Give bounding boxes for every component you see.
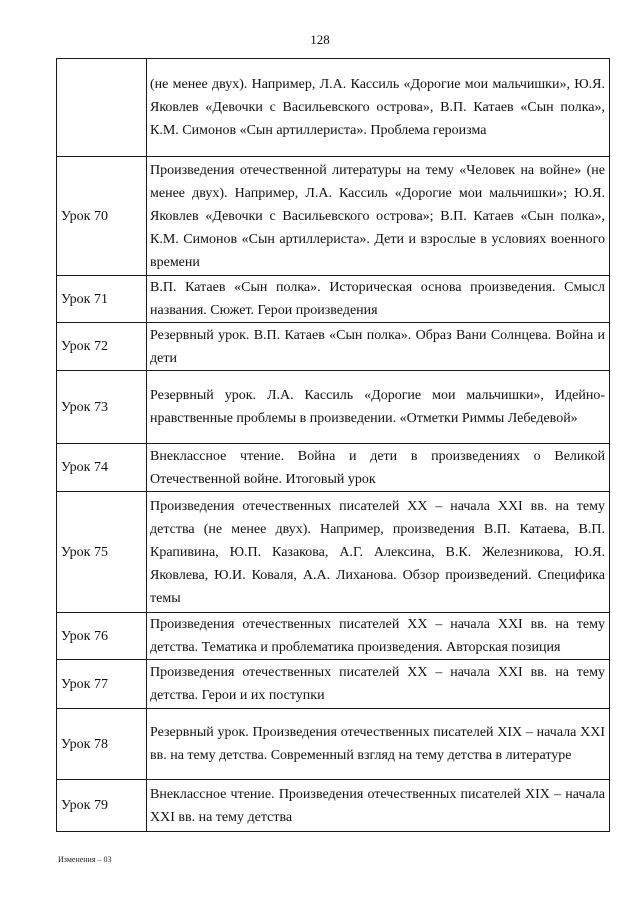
table-row	[57, 492, 610, 613]
lesson-description: Произведения отечественных писателей XX – начала XXI вв. на тему детства. Тематика и проблематика произведения. Авторская позиция	[147, 613, 610, 660]
table-row	[57, 276, 610, 323]
lesson-cell: Урок 75	[57, 492, 147, 613]
lesson-description: Произведения отечественной литературы на тему «Человек на войне» (не менее двух). Например, Л.А. Кассиль «Дорогие мои мальчишки»; Ю.Я. Яковлев «Девочки с Васильевского острова»; В.П. Катаев «Сын полка», К.М. Симонов «Сын артиллериста». Дети и взрослые в условиях военного времени	[147, 157, 610, 276]
lesson-cell: Урок 71	[57, 276, 147, 323]
lesson-cell	[57, 59, 147, 157]
lesson-description: Внеклассное чтение. Война и дети в произведениях о Великой Отечественной войне. Итоговый урок	[147, 444, 610, 492]
lesson-description: Внеклассное чтение. Произведения отечественных писателей XIX – начала XXI вв. на тему детства	[147, 780, 610, 832]
lesson-cell: Урок 78	[57, 709, 147, 780]
lesson-cell: Урок 79	[57, 780, 147, 832]
table-row	[57, 444, 610, 492]
table-row	[57, 323, 610, 371]
table-row	[57, 780, 610, 832]
lessons-table	[56, 58, 610, 832]
lesson-cell: Урок 72	[57, 323, 147, 371]
lesson-description: В.П. Катаев «Сын полка». Историческая основа произведения. Смысл названия. Сюжет. Герои произведения	[147, 276, 610, 323]
lesson-cell: Урок 70	[57, 157, 147, 276]
lesson-cell: Урок 73	[57, 371, 147, 444]
lesson-description: Произведения отечественных писателей XX – начала XXI вв. на тему детства (не менее двух). Например, произведения В.П. Катаева, В.П. Крапивина, Ю.П. Казакова, А.Г. Алексина, В.К. Железникова, Ю.Я. Яковлева, Ю.И. Коваля, А.А. Лиханова. Обзор произведений. Специфика темы	[147, 492, 610, 613]
lesson-description: Резервный урок. В.П. Катаев «Сын полка». Образ Вани Солнцева. Война и дети	[147, 323, 610, 371]
lesson-description: Резервный урок. Произведения отечественных писателей XIX – начала XXI вв. на тему детства. Современный взгляд на тему детства в литературе	[147, 709, 610, 780]
lesson-description: (не менее двух). Например, Л.А. Кассиль «Дорогие мои мальчишки», Ю.Я. Яковлев «Девочки с Васильевского острова», В.П. Катаев «Сын полка», К.М. Симонов «Сын артиллериста». Проблема героизма	[147, 59, 610, 157]
revision-note: Изменения – 03	[58, 855, 112, 864]
lesson-cell: Урок 74	[57, 444, 147, 492]
lesson-cell: Урок 77	[57, 660, 147, 709]
table-row	[57, 613, 610, 660]
table-row	[57, 709, 610, 780]
lesson-description: Произведения отечественных писателей XX – начала XXI вв. на тему детства. Герои и их поступки	[147, 660, 610, 709]
lesson-cell: Урок 76	[57, 613, 147, 660]
lesson-description: Резервный урок. Л.А. Кассиль «Дорогие мои мальчишки», Идейно-нравственные проблемы в произведении. «Отметки Риммы Лебедевой»	[147, 371, 610, 444]
page-number: 128	[310, 32, 330, 47]
table-row	[57, 157, 610, 276]
table-row	[57, 660, 610, 709]
table-row	[57, 371, 610, 444]
table-row	[57, 59, 610, 157]
